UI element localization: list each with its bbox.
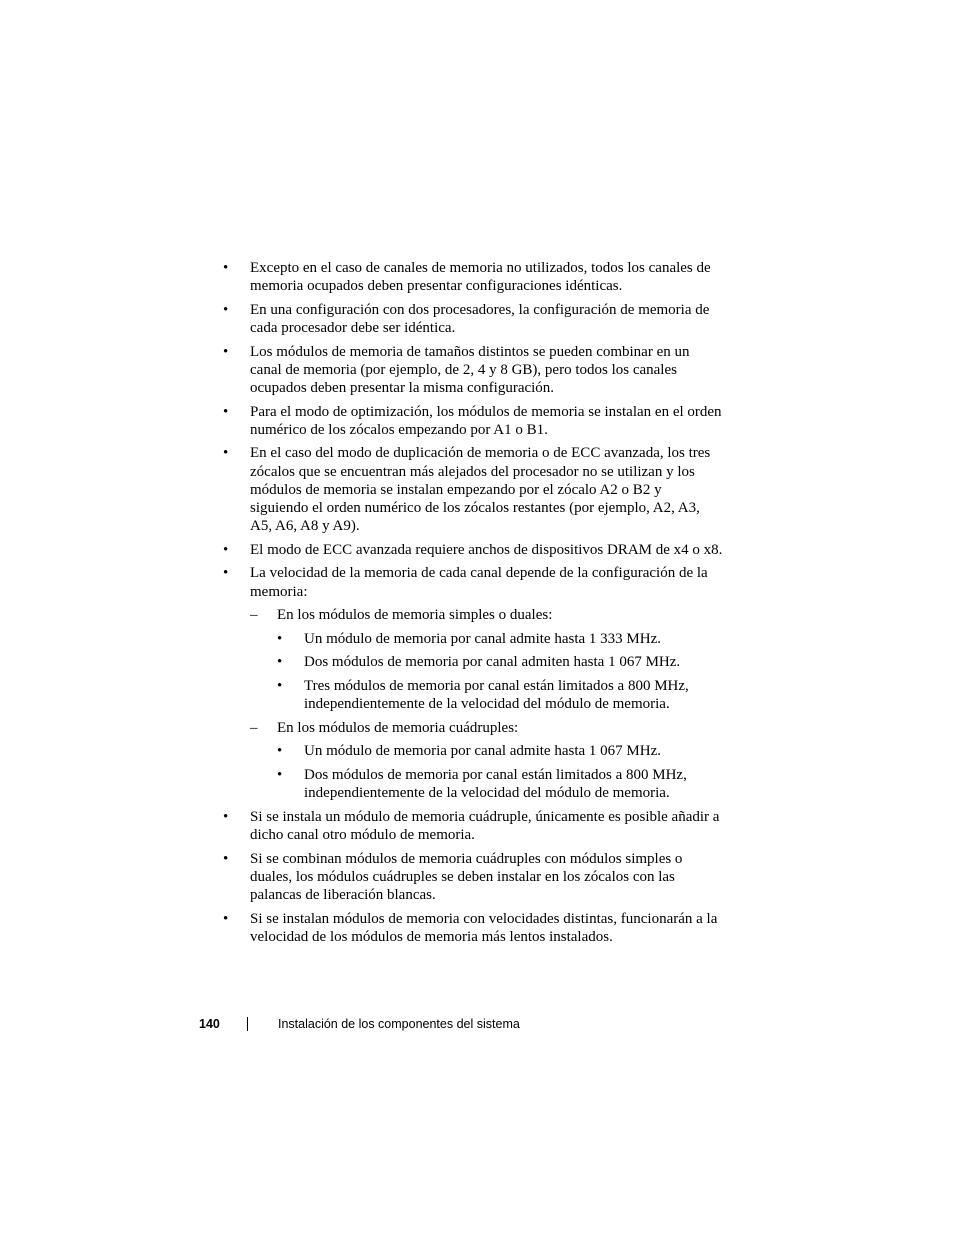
- dash-icon: –: [250, 607, 258, 624]
- list-item-text: Un módulo de memoria por canal admite hasta 1 067 MHz.: [304, 743, 661, 760]
- list-item-text: Tres módulos de memoria por canal están limitados a 800 MHz, independientemente de la velocidad del módulo de memoria.: [304, 677, 689, 713]
- list-item-text: Para el modo de optimización, los módulos de memoria se instalan en el orden numérico de los zócalos empezando por A1 o B1.: [250, 403, 722, 438]
- list-item-text: En los módulos de memoria simples o duales:: [277, 607, 553, 624]
- list-item: [223, 343, 723, 398]
- bullet-icon: •: [223, 260, 229, 276]
- list-item-text: En el caso del modo de duplicación de memoria o de ECC avanzada, los tres zócalos que se encuentran más alejados del procesador no se utilizan y los módulos de memoria se instalan empezando por el zócalo A2 o B2 y siguiendo el orden numérico de los zócalos restantes (por ejemplo, A2, A3, A5, A6, A8 y A9).: [250, 445, 711, 535]
- list-item: [250, 719, 723, 803]
- bullet-icon: •: [277, 766, 283, 783]
- list-item-text: Excepto en el caso de canales de memoria no utilizados, todos los canales de memoria ocupados deben presentar configuraciones idénticas.: [250, 260, 711, 295]
- page-body: [223, 259, 723, 951]
- list-item: [277, 742, 723, 760]
- bullet-icon: •: [277, 677, 283, 694]
- list-item: [223, 444, 723, 535]
- list-item-text: En una configuración con dos procesadores, la configuración de memoria de cada procesador debe ser idéntica.: [250, 301, 710, 336]
- list-item-text: Si se combinan módulos de memoria cuádruples con módulos simples o duales, los módulos cuádruples se deben instalar en los zócalos con las palancas de liberación blancas.: [250, 850, 683, 903]
- bullet-icon: •: [277, 743, 283, 760]
- list-item: [223, 808, 723, 844]
- list-item: [223, 403, 723, 439]
- list-item: [223, 301, 723, 337]
- list-item: [223, 541, 723, 559]
- bullet-icon: •: [223, 343, 229, 360]
- list-item-text: La velocidad de la memoria de cada canal depende de la configuración de la memoria:: [250, 565, 708, 600]
- footer-divider: [247, 1017, 248, 1031]
- list-item-text: Un módulo de memoria por canal admite hasta 1 333 MHz.: [304, 630, 661, 647]
- bullet-icon: •: [223, 301, 229, 318]
- list-item-text: Dos módulos de memoria por canal están limitados a 800 MHz, independientemente de la velocidad del módulo de memoria.: [304, 766, 687, 802]
- list-item: [277, 766, 723, 802]
- single-dual-rank-list: [277, 630, 723, 714]
- list-item-text: El modo de ECC avanzada requiere anchos de dispositivos DRAM de x4 o x8.: [250, 541, 723, 558]
- bullet-icon: •: [223, 910, 229, 927]
- list-item: [223, 564, 723, 802]
- list-item-text: Los módulos de memoria de tamaños distintos se pueden combinar en un canal de memoria (por ejemplo, de 2, 4 y 8 GB), pero todos los canales ocupados deben presentar la misma configuración.: [250, 343, 690, 396]
- bullet-icon: •: [223, 565, 229, 582]
- bullet-icon: •: [223, 850, 229, 867]
- bullet-icon: •: [223, 808, 229, 825]
- list-item-text: En los módulos de memoria cuádruples:: [277, 719, 519, 736]
- list-item-text: Si se instalan módulos de memoria con velocidades distintas, funcionarán a la velocidad de los módulos de memoria más lentos instalados.: [250, 910, 718, 945]
- dash-icon: –: [250, 719, 258, 736]
- list-item-text: Si se instala un módulo de memoria cuádruple, únicamente es posible añadir a dicho canal otro módulo de memoria.: [250, 808, 720, 843]
- bullet-icon: •: [277, 654, 283, 671]
- memory-speed-sublist: [250, 606, 723, 802]
- footer-section-title: Instalación de los componentes del sistema: [278, 1017, 520, 1031]
- list-item: [277, 677, 723, 713]
- list-item: [277, 630, 723, 648]
- memory-guidelines-list: [223, 259, 723, 946]
- list-item-text: Dos módulos de memoria por canal admiten hasta 1 067 MHz.: [304, 654, 681, 671]
- list-item: [277, 653, 723, 671]
- bullet-icon: •: [223, 445, 229, 462]
- list-item: [223, 850, 723, 905]
- list-item: [250, 606, 723, 713]
- quad-rank-list: [277, 742, 723, 802]
- bullet-icon: •: [223, 541, 229, 558]
- page-footer: [199, 1016, 520, 1032]
- list-item: [223, 910, 723, 946]
- bullet-icon: •: [277, 630, 283, 647]
- list-item: [223, 259, 723, 295]
- page-number: 140: [199, 1017, 220, 1031]
- bullet-icon: •: [223, 403, 229, 420]
